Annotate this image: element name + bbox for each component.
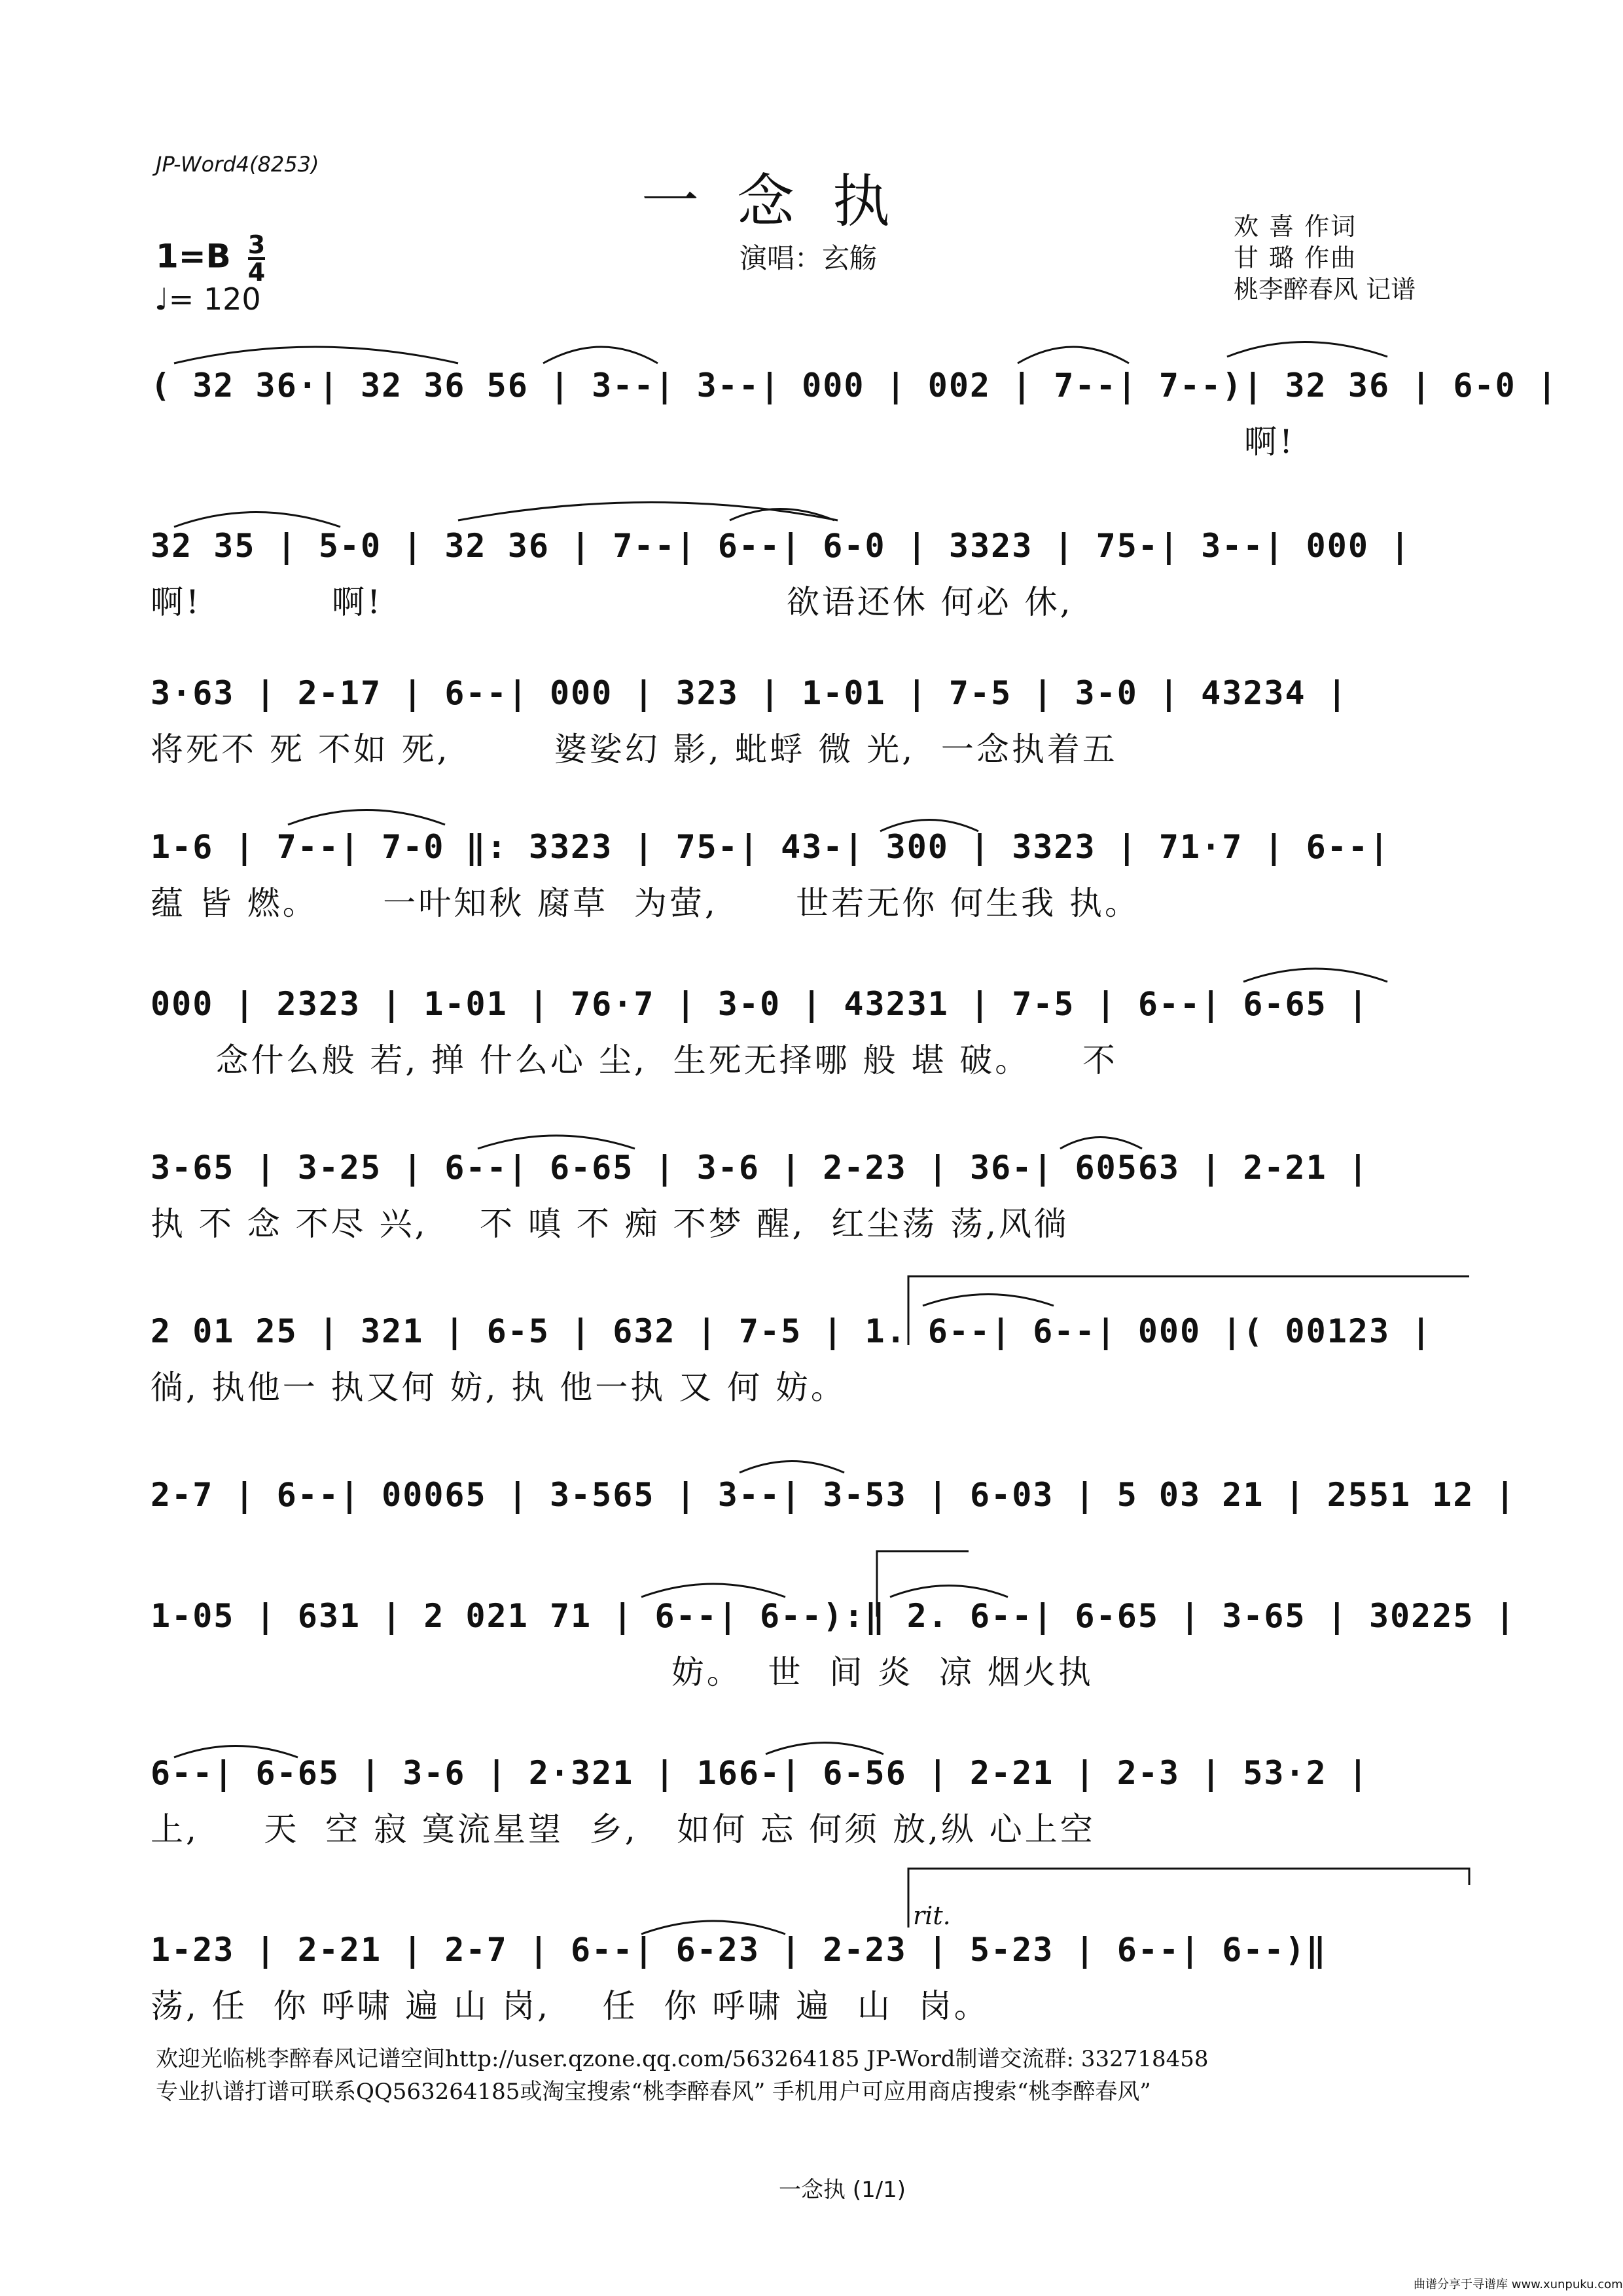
notes-line: 1-05 | 631 | 2 021 71 | 6--| 6--):‖ 2. 6--| 6-65 | 3-65 | 30225 | [151, 1597, 1516, 1635]
notes-line: 2-7 | 6--| 00065 | 3-565 | 3--| 3-53 | 6-03 | 5 03 21 | 2551 12 | [151, 1476, 1516, 1514]
meter-bottom: 4 [247, 258, 266, 287]
notes-line: ( 32 36·| 32 36 56 | 3--| 3--| 000 | 002 | 7--| 7--)| 32 36 | 6-0 | [151, 367, 1558, 404]
notes-line: 3-65 | 3-25 | 6--| 6-65 | 3-6 | 2-23 | 36-| 60563 | 2-21 | [151, 1149, 1369, 1187]
slur [641, 1921, 785, 1934]
lyricist-credit: 欢 喜 作词 [1234, 212, 1357, 241]
slur [1060, 1138, 1142, 1149]
slur [174, 1746, 298, 1758]
notes-line: 000 | 2323 | 1-01 | 76·7 | 3-0 | 43231 | 7-5 | 6--| 6-65 | [151, 985, 1369, 1023]
lyrics-line: 啊! [151, 423, 1296, 461]
notes-line: 32 35 | 5-0 | 32 36 | 7--| 6--| 6-0 | 3323 | 75-| 3--| 000 | [151, 527, 1412, 565]
slur [1018, 347, 1129, 363]
slur [288, 810, 445, 825]
slur [478, 1136, 635, 1149]
singer-label: 演唱：玄觞 [740, 242, 878, 274]
footer-line-1: 欢迎光临桃李醉春风记谱空间http://user.qzone.qq.com/563264185 JP-Word制谱交流群: 332718458 [156, 2046, 1209, 2072]
lyrics-line: 上, 天 空 寂 寞流星望 乡, 如何 忘 何须 放,纵 心上空 [151, 1810, 1096, 1848]
software-label: JP-Word4(8253) [156, 152, 319, 177]
volta-bracket-2 [877, 1551, 969, 1617]
notes-line: 2 01 25 | 321 | 6-5 | 632 | 7-5 | 1. 6--| 6--| 000 |( 00123 | [151, 1312, 1433, 1350]
lyrics-line: 执 不 念 不尽 兴, 不 嗔 不 痴 不梦 醒, 红尘荡 荡,风徜 [151, 1205, 1069, 1243]
slur [766, 1743, 883, 1755]
slur [174, 512, 340, 528]
transcriber-credit: 桃李醉春风 记谱 [1234, 275, 1416, 304]
slur [890, 1586, 1008, 1598]
song-title: 一念执 [641, 168, 929, 235]
key-label: 1=B [156, 237, 231, 276]
notes-line: 3·63 | 2-17 | 6--| 000 | 323 | 1-01 | 7-5 | 3-0 | 43234 | [151, 674, 1348, 712]
lyrics-line: 将死不 死 不如 死, 婆娑幻 影, 蚍蜉 微 光, 一念执着五 [151, 730, 1118, 768]
slur [543, 347, 658, 363]
tempo-mark: ♩= 120 [154, 281, 261, 317]
page-number: 一念执 (1/1) [779, 2177, 906, 2203]
notes-line: 6--| 6-65 | 3-6 | 2·321 | 166-| 6-56 | 2-21 | 2-3 | 53·2 | [151, 1754, 1369, 1792]
lyrics-line: 啊! 啊! 欲语还休 何必 休, [151, 583, 1073, 621]
slur [1243, 969, 1387, 982]
footer-line-2: 专业扒谱打谱可联系QQ563264185或淘宝搜索“桃李醉春风” 手机用户可应用商店搜索“桃李醉春风” [156, 2079, 1151, 2105]
slur [880, 820, 978, 832]
slur [458, 503, 838, 521]
volta-bracket-1 [908, 1276, 1469, 1345]
slur [923, 1295, 1054, 1306]
composer-credit: 甘 璐 作曲 [1234, 243, 1357, 272]
notes-line: 1-6 | 7--| 7-0 ‖: 3323 | 75-| 43-| 300 | 3323 | 71·7 | 6--| [151, 828, 1391, 866]
meter-top: 3 [247, 230, 266, 259]
slur [1227, 342, 1387, 357]
end-bracket [908, 1869, 1469, 1928]
lyrics-line: 徜, 执他一 执又何 妨, 执 他一执 又 何 妨。 [151, 1369, 846, 1407]
slur [740, 1462, 844, 1473]
site-watermark: 曲谱分享于寻谱库 www.xunpuku.com [1414, 2278, 1623, 2291]
lyrics-line: 念什么般 若, 掸 什么心 尘, 生死无择哪 般 堪 破。 不 [151, 1041, 1118, 1079]
lyrics-line: 妨。 世 间 炎 凉 烟火执 [151, 1653, 1094, 1691]
slur [641, 1584, 785, 1597]
lyrics-line: 蕴 皆 燃。 一叶知秋 腐草 为萤, 世若无你 何生我 执。 [151, 884, 1140, 922]
rit-mark: rit. [913, 1901, 951, 1930]
lyrics-line: 荡, 任 你 呼啸 遍 山 岗, 任 你 呼啸 遍 山 岗。 [151, 1987, 990, 2025]
slur [174, 347, 458, 363]
notes-line: 1-23 | 2-21 | 2-7 | 6--| 6-23 | 2-23 | 5-23 | 6--| 6--)‖ [151, 1931, 1327, 1969]
